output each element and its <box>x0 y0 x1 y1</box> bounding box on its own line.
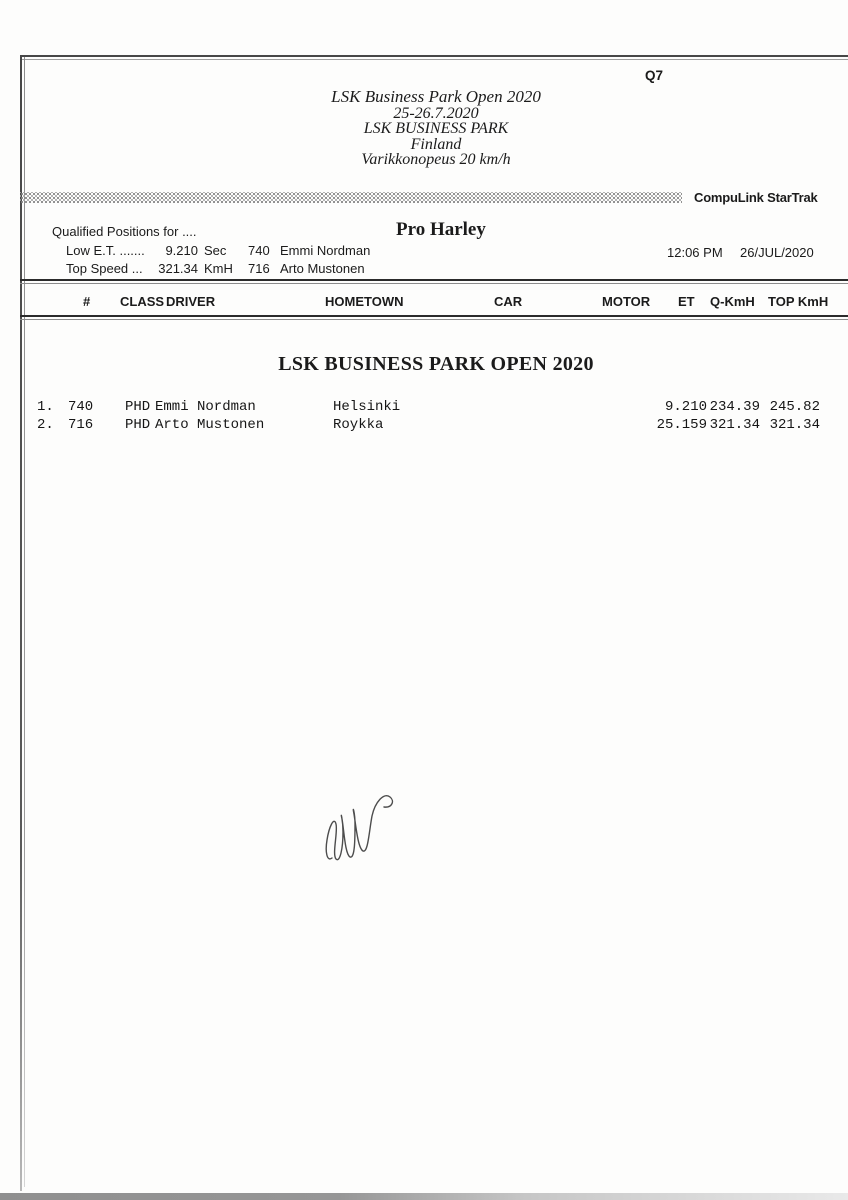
low-et-car-number: 740 <box>248 243 270 258</box>
printed-time: 12:06 PM <box>667 245 723 260</box>
cell-number: 716 <box>68 417 94 433</box>
top-speed-car-number: 716 <box>248 261 270 276</box>
table-row <box>0 399 848 417</box>
top-speed-unit: KmH <box>204 261 233 276</box>
scan-edge-bar <box>0 1193 848 1200</box>
section-title: LSK BUSINESS PARK OPEN 2020 <box>278 353 594 375</box>
col-header-et: ET <box>678 294 695 309</box>
page-border-left-echo <box>24 57 25 1187</box>
signature-scribble <box>312 772 408 868</box>
event-title: LSK Business Park Open 2020 <box>331 87 541 106</box>
col-header-hometown: HOMETOWN <box>325 294 404 309</box>
cell-number: 740 <box>68 399 94 415</box>
cell-position: 1. <box>37 399 54 415</box>
col-header-class: CLASS <box>120 294 165 309</box>
low-et-unit: Sec <box>204 243 227 258</box>
top-speed-label: Top Speed ... <box>66 261 143 276</box>
separator-dotted-band <box>20 192 682 203</box>
table-row <box>0 417 848 435</box>
table-rule-bottom <box>20 315 848 317</box>
table-header-row <box>0 294 848 310</box>
cell-qkmh: 321.34 <box>709 417 760 433</box>
low-et-label: Low E.T. ....... <box>66 243 145 258</box>
event-dates: 25-26.7.2020 <box>393 105 479 122</box>
cell-class: PHD <box>125 417 151 433</box>
page-border-top-echo <box>20 59 848 60</box>
top-speed-value: 321.34 <box>158 261 198 276</box>
class-title: Pro Harley <box>396 219 486 240</box>
event-venue: LSK BUSINESS PARK <box>363 120 509 137</box>
col-header-topkmh: TOP KmH <box>768 294 829 309</box>
col-header-motor: MOTOR <box>602 294 651 309</box>
brand-label: CompuLink StarTrak <box>694 190 818 205</box>
table-rule-top-echo <box>20 283 848 284</box>
cell-et: 9.210 <box>664 399 707 415</box>
cell-qkmh: 234.39 <box>709 399 760 415</box>
cell-topkmh: 321.34 <box>769 417 820 433</box>
table-rule-top <box>20 279 848 281</box>
printed-date: 26/JUL/2020 <box>740 245 814 260</box>
qualified-positions-title: Qualified Positions for .... <box>52 224 197 239</box>
page-border-top <box>20 55 848 57</box>
event-note: Varikkonopeus 20 km/h <box>361 151 511 168</box>
cell-driver: Arto Mustonen <box>155 417 265 433</box>
cell-et: 25.159 <box>656 417 707 433</box>
page-border-left <box>20 55 22 1191</box>
cell-hometown: Roykka <box>333 417 384 433</box>
table-rule-bottom-echo <box>20 319 848 320</box>
low-et-driver: Emmi Nordman <box>280 243 371 258</box>
event-country: Finland <box>410 136 462 153</box>
top-speed-row <box>0 261 848 277</box>
col-header-qkmh: Q-KmH <box>710 294 755 309</box>
top-speed-driver: Arto Mustonen <box>280 261 365 276</box>
round-label: Q7 <box>645 68 664 83</box>
cell-driver: Emmi Nordman <box>155 399 256 415</box>
low-et-value: 9.210 <box>165 243 198 258</box>
cell-position: 2. <box>37 417 54 433</box>
cell-topkmh: 245.82 <box>769 399 820 415</box>
col-header-car: CAR <box>494 294 523 309</box>
col-header-driver: DRIVER <box>166 294 216 309</box>
cell-hometown: Helsinki <box>333 399 401 415</box>
col-header-number: # <box>83 294 91 309</box>
cell-class: PHD <box>125 399 151 415</box>
